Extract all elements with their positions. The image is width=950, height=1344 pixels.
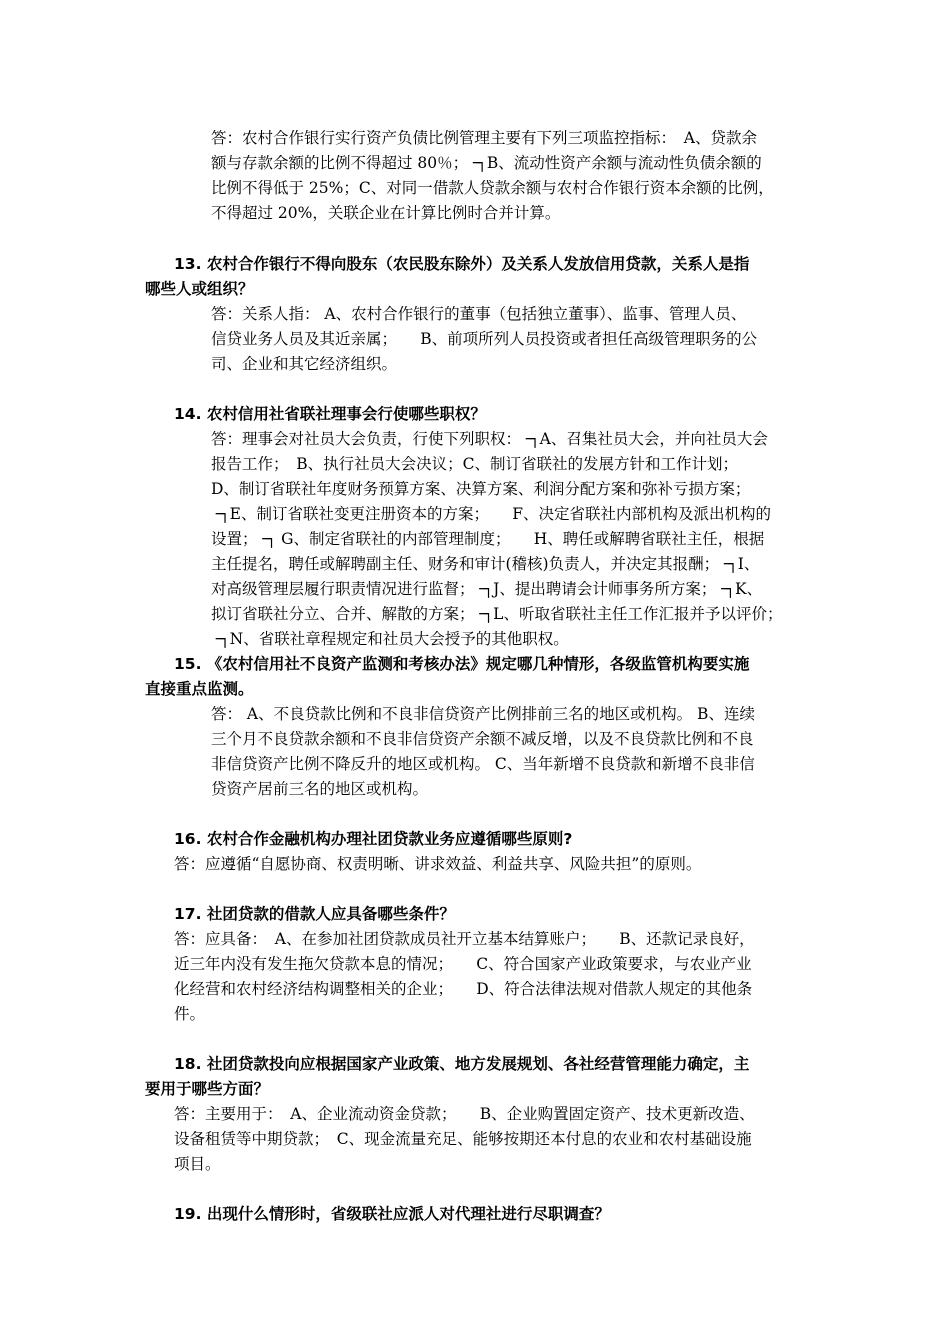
answer-line: ╶┐E、制订省联社变更注册资本的方案； F、决定省联社内部机构及派出机构的 (211, 505, 771, 523)
answer-line: 非信贷资产比例不降反升的地区或机构。 C、当年新增不良贷款和新增不良非信 (211, 755, 755, 773)
answer-line: 近三年内没有发生拖欠贷款本息的情况； C、符合国家产业政策要求，与农业产业 (174, 955, 752, 973)
answer-line: 项目。 (174, 1155, 221, 1173)
answer-line: 三个月不良贷款余额和不良非信贷资产余额不减反增，以及不良贷款比例和不良 (211, 730, 754, 748)
question-line: 14. 农村信用社省联社理事会行使哪些职权？ (174, 405, 486, 423)
question-line: 19. 出现什么情形时，省级联社应派人对代理社进行尽职调查？ (174, 1205, 610, 1223)
answer-line: 设备租赁等中期贷款； C、现金流量充足、能够按期还本付息的农业和农村基础设施 (174, 1130, 752, 1148)
answer-line: 答：关系人指： A、农村合作银行的董事（包括独立董事）、监事、管理人员、 (211, 305, 747, 323)
answer-line: 主任提名，聘任或解聘副主任、财务和审计(稽核)负责人，并决定其报酬；╶┐I、 (211, 555, 760, 573)
answer-line: ╶┐N、省联社章程规定和社员大会授予的其他职权。 (211, 630, 569, 648)
answer-line: 司、企业和其它经济组织。 (211, 355, 398, 373)
answer-line: 件。 (174, 1005, 206, 1023)
answer-line: 答：理事会对社员大会负责，行使下列职权：╶┐A、召集社员大会，并向社员大会 (211, 430, 768, 448)
answer-line: 设置；╶┐ G、制定省联社的内部管理制度； H、聘任或解聘省联社主任，根据 (211, 530, 765, 548)
question-line: 15. 《农村信用社不良资产监测和考核办法》规定哪几种情形，各级监管机构要实施 (174, 655, 750, 673)
answer-line: 化经营和农村经济结构调整相关的企业； D、符合法律法规对借款人规定的其他条 (174, 980, 753, 998)
answer-line: 比例不得低于 25%；C、对同一借款人贷款余额与农村合作银行资本余额的比例， (211, 179, 774, 197)
question-line: 18. 社团贷款投向应根据国家产业政策、地方发展规划、各社经营管理能力确定，主 (174, 1055, 750, 1073)
question-line: 要用于哪些方面？ (145, 1080, 270, 1098)
answer-line: 答：农村合作银行实行资产负债比例管理主要有下列三项监控指标： A、贷款余 (211, 129, 757, 147)
answer-line: 对高级管理层履行职责情况进行监督；╶┐J、提出聘请会计师事务所方案；╶┐K、 (211, 580, 763, 598)
answer-line: 信贷业务人员及其近亲属； B、前项所列人员投资或者担任高级管理职务的公 (211, 330, 758, 348)
answer-line: 答： A、不良贷款比例和不良非信贷资产比例排前三名的地区或机构。 B、连续 (211, 705, 755, 723)
answer-line: D、制订省联社年度财务预算方案、决算方案、利润分配方案和弥补亏损方案； (211, 480, 751, 498)
question-line: 16. 农村合作金融机构办理社团贷款业务应遵循哪些原则? (174, 830, 573, 848)
answer-line: 答：主要用于： A、企业流动资金贷款； B、企业购置固定资产、技术更新改造、 (174, 1105, 755, 1123)
answer-line: 答：应具备： A、在参加社团贷款成员社开立基本结算账户； B、还款记录良好， (174, 930, 755, 948)
answer-line: 额与存款余额的比例不得超过 80％；╶┐B、流动性资产余额与流动性负债余额的 (211, 154, 762, 172)
answer-line: 拟订省联社分立、合并、解散的方案；╶┐L、听取省联社主任工作汇报并予以评价； (211, 605, 783, 623)
answer-line: 报告工作； B、执行社员大会决议；C、制订省联社的发展方针和工作计划； (211, 455, 739, 473)
question-line: 13. 农村合作银行不得向股东（农民股东除外）及关系人发放信用贷款，关系人是指 (174, 255, 750, 273)
question-line: 直接重点监测。 (145, 680, 254, 698)
answer-line: 贷资产居前三名的地区或机构。 (211, 780, 429, 798)
question-line: 哪些人或组织？ (145, 280, 254, 298)
answer-line: 答：应遵循“自愿协商、权责明晰、讲求效益、利益共享、风险共担”的原则。 (174, 855, 702, 873)
answer-line: 不得超过 20%，关联企业在计算比例时合并计算。 (211, 204, 561, 222)
question-line: 17. 社团贷款的借款人应具备哪些条件？ (174, 905, 455, 923)
